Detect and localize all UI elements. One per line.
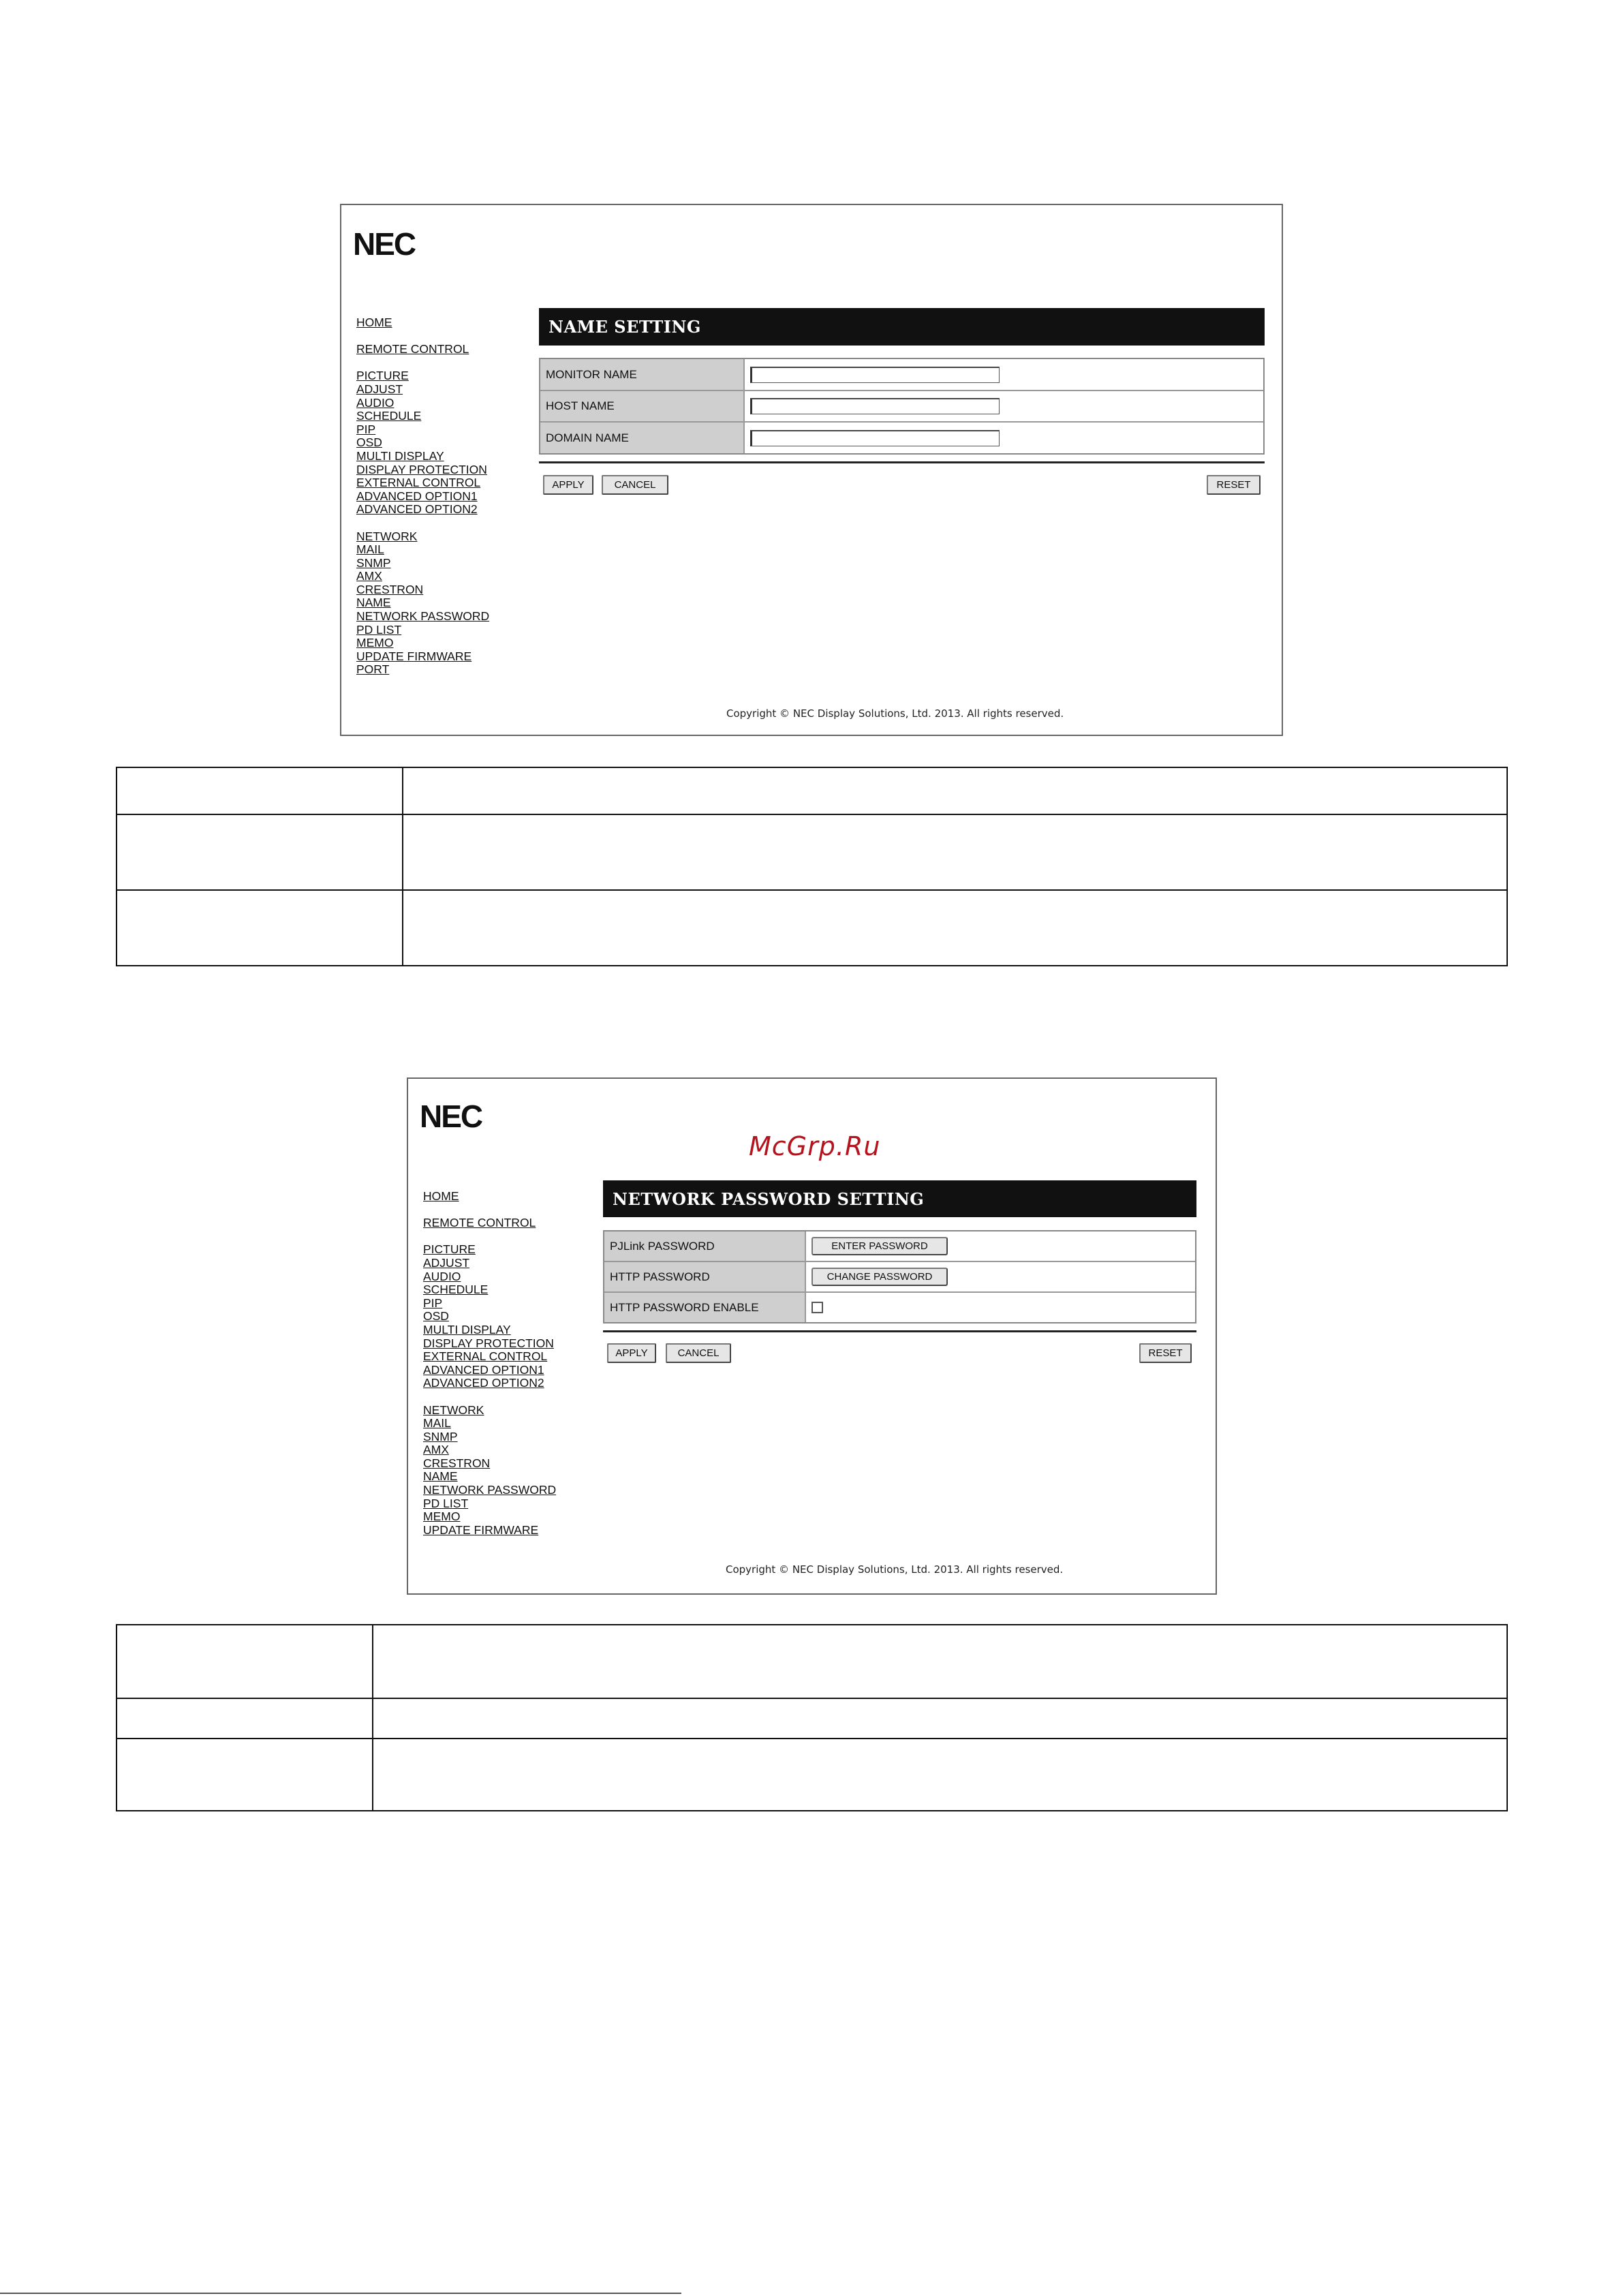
nav-item-pd-list[interactable]	[423, 1497, 556, 1511]
nav-item-advanced-option2[interactable]	[423, 1377, 556, 1390]
nav-link[interactable]: MAIL	[423, 1416, 451, 1430]
nav-item-schedule[interactable]	[356, 410, 489, 423]
nav-link[interactable]: UPDATE FIRMWARE	[423, 1522, 539, 1537]
nav-item-mail[interactable]	[423, 1417, 556, 1430]
copyright-text: Copyright © NEC Display Solutions, Ltd. 2013. All rights reserved.	[726, 707, 1064, 720]
nav-link[interactable]: OSD	[423, 1309, 449, 1323]
domain-name-row	[540, 423, 1263, 453]
page-title: NETWORK PASSWORD SETTING	[603, 1180, 1196, 1217]
nav-item-name[interactable]	[356, 596, 489, 610]
nav-item-name[interactable]	[423, 1470, 556, 1484]
nav-item-adjust[interactable]	[423, 1257, 556, 1270]
host-name-input[interactable]	[750, 398, 1000, 414]
nav-item-picture[interactable]	[356, 369, 489, 383]
sidebar-nav	[356, 316, 489, 677]
nav-link[interactable]: REMOTE CONTROL	[423, 1216, 536, 1230]
nav-item-update-firmware[interactable]	[356, 650, 489, 664]
table-cell	[117, 1698, 373, 1739]
nav-item-memo[interactable]	[356, 637, 489, 650]
nav-link[interactable]: UPDATE FIRMWARE	[356, 649, 472, 663]
nav-item-crestron[interactable]	[423, 1457, 556, 1471]
table-row	[117, 1739, 1507, 1811]
http-password-enable-checkbox[interactable]	[812, 1302, 823, 1313]
nav-item-mail[interactable]	[356, 543, 489, 557]
nav-item-snmp[interactable]	[356, 557, 489, 570]
nav-item-pip[interactable]	[423, 1297, 556, 1311]
http-password-cell	[806, 1262, 1195, 1291]
table-row	[117, 1625, 1507, 1698]
nav-item-picture[interactable]	[423, 1243, 556, 1257]
nav-item-osd[interactable]	[423, 1310, 556, 1323]
nav-item-external-control[interactable]	[356, 476, 489, 490]
domain-name-input[interactable]	[750, 430, 1000, 446]
nav-link[interactable]: MEMO	[423, 1510, 461, 1524]
http-password-row	[604, 1262, 1195, 1293]
nav-link[interactable]: NETWORK PASSWORD	[423, 1483, 557, 1497]
nav-item-remote-control[interactable]	[356, 343, 489, 356]
table-cell	[117, 814, 403, 890]
nav-item-audio[interactable]	[423, 1270, 556, 1284]
domain-name-label: DOMAIN NAME	[540, 423, 745, 453]
domain-name-cell	[745, 423, 1263, 453]
nav-link[interactable]: PIP	[356, 422, 376, 436]
nav-link[interactable]: EXTERNAL CONTROL	[423, 1349, 548, 1364]
nav-link[interactable]: PD LIST	[356, 622, 402, 637]
nav-item-display-protection[interactable]	[423, 1337, 556, 1351]
http-password-enable-row	[604, 1293, 1195, 1322]
nav-link[interactable]: REMOTE CONTROL	[356, 342, 469, 356]
nav-link[interactable]: PICTURE	[356, 369, 409, 383]
monitor-name-input[interactable]	[750, 367, 1000, 383]
monitor-name-row	[540, 359, 1263, 391]
nav-link[interactable]: MULTI DISPLAY	[423, 1322, 511, 1336]
watermark-text: McGrp.Ru	[749, 1131, 881, 1161]
table-cell	[373, 1625, 1507, 1698]
pjlink-password-cell	[806, 1231, 1195, 1261]
nav-item-remote-control[interactable]	[423, 1216, 556, 1230]
nav-item-pip[interactable]	[356, 423, 489, 437]
nav-link[interactable]: ADVANCED OPTION1	[356, 489, 478, 503]
table-cell	[403, 890, 1507, 966]
table-cell	[117, 890, 403, 966]
nav-link[interactable]: AUDIO	[356, 395, 395, 410]
name-setting-screenshot	[340, 204, 1283, 736]
nav-link[interactable]: ADJUST	[423, 1255, 470, 1270]
nav-link[interactable]: ADVANCED OPTION1	[423, 1362, 544, 1377]
nav-item-memo[interactable]	[423, 1510, 556, 1524]
nav-link[interactable]: SCHEDULE	[356, 409, 422, 423]
copyright-text: Copyright © NEC Display Solutions, Ltd. 2013. All rights reserved.	[726, 1563, 1064, 1576]
nav-link[interactable]: AMX	[356, 569, 382, 583]
nav-link[interactable]: SNMP	[423, 1429, 458, 1443]
nav-link[interactable]: PICTURE	[423, 1242, 476, 1257]
table-cell	[373, 1739, 1507, 1811]
nav-link[interactable]: OSD	[356, 435, 382, 450]
nav-item-amx[interactable]	[423, 1443, 556, 1457]
nav-link[interactable]: NETWORK	[423, 1403, 484, 1417]
nav-item-network-password[interactable]	[423, 1484, 556, 1497]
nav-item-amx[interactable]	[356, 570, 489, 583]
nav-link[interactable]: AUDIO	[423, 1269, 461, 1283]
nav-link[interactable]: NETWORK PASSWORD	[356, 609, 490, 624]
change-password-button[interactable]: CHANGE PASSWORD	[812, 1268, 948, 1286]
table-cell	[117, 767, 403, 814]
nav-link[interactable]: NAME	[423, 1469, 458, 1484]
nav-link[interactable]: DISPLAY PROTECTION	[423, 1336, 554, 1350]
nav-item-multi-display[interactable]	[423, 1323, 556, 1337]
nav-item-advanced-option2[interactable]	[356, 503, 489, 517]
nav-link[interactable]: NAME	[356, 596, 391, 610]
monitor-name-label: MONITOR NAME	[540, 359, 745, 390]
nec-logo: NEC	[420, 1099, 482, 1134]
nav-item-network-password[interactable]	[356, 610, 489, 624]
nav-item-home[interactable]	[423, 1190, 556, 1204]
apply-button[interactable]: APPLY	[543, 475, 593, 495]
nav-link[interactable]: HOME	[423, 1189, 459, 1203]
nav-item-port[interactable]	[356, 663, 489, 677]
nec-logo: NEC	[353, 226, 416, 262]
table-cell	[403, 767, 1507, 814]
table-row	[117, 767, 1507, 814]
name-setting-form	[539, 358, 1265, 455]
nav-item-network[interactable]	[423, 1404, 556, 1418]
host-name-label: HOST NAME	[540, 391, 745, 421]
table-cell	[117, 1625, 373, 1698]
network-password-form	[603, 1230, 1196, 1323]
reset-button[interactable]: RESET	[1139, 1343, 1192, 1363]
cancel-button[interactable]: CANCEL	[666, 1343, 731, 1363]
nav-link[interactable]: AMX	[423, 1443, 449, 1457]
nav-link[interactable]: ADVANCED OPTION2	[423, 1376, 544, 1390]
table-cell	[403, 814, 1507, 890]
nav-link[interactable]: CRESTRON	[423, 1456, 491, 1470]
table-cell	[117, 1739, 373, 1811]
nav-link[interactable]: MEMO	[356, 636, 394, 650]
host-name-cell	[745, 391, 1263, 421]
host-name-row	[540, 391, 1263, 423]
nav-item-audio[interactable]	[356, 397, 489, 410]
nav-item-pd-list[interactable]	[356, 624, 489, 637]
nav-link[interactable]: PORT	[356, 662, 390, 677]
sidebar-nav	[423, 1190, 556, 1537]
pjlink-password-label: PJLink PASSWORD	[604, 1231, 806, 1261]
nav-link[interactable]: PIP	[423, 1296, 443, 1310]
http-password-enable-cell	[806, 1293, 1195, 1322]
monitor-name-cell	[745, 359, 1263, 390]
nav-item-network[interactable]	[356, 530, 489, 544]
nav-link[interactable]: DISPLAY PROTECTION	[356, 462, 487, 476]
nav-item-update-firmware[interactable]	[423, 1524, 556, 1537]
pjlink-password-row	[604, 1231, 1195, 1262]
nav-item-display-protection[interactable]	[356, 463, 489, 477]
enter-password-button[interactable]: ENTER PASSWORD	[812, 1237, 948, 1255]
apply-button[interactable]: APPLY	[607, 1343, 656, 1363]
nav-item-advanced-option1[interactable]	[356, 490, 489, 504]
nav-item-crestron[interactable]	[356, 583, 489, 597]
table-cell	[373, 1698, 1507, 1739]
nav-link[interactable]: NETWORK	[356, 529, 418, 543]
cancel-button[interactable]: CANCEL	[602, 475, 668, 495]
nav-link[interactable]: SNMP	[356, 555, 391, 570]
reset-button[interactable]: RESET	[1207, 475, 1261, 495]
nav-item-schedule[interactable]	[423, 1283, 556, 1297]
table-row	[117, 1698, 1507, 1739]
nav-link[interactable]: MULTI DISPLAY	[356, 448, 444, 463]
nav-item-multi-display[interactable]	[356, 450, 489, 463]
http-password-enable-label: HTTP PASSWORD ENABLE	[604, 1293, 806, 1322]
page-bottom-rule	[0, 2293, 681, 2294]
nav-link[interactable]: HOME	[356, 316, 392, 329]
http-password-label: HTTP PASSWORD	[604, 1262, 806, 1291]
nav-item-adjust[interactable]	[356, 383, 489, 397]
nav-item-snmp[interactable]	[423, 1430, 556, 1444]
nav-link[interactable]: ADVANCED OPTION2	[356, 502, 478, 517]
nav-item-external-control[interactable]	[423, 1350, 556, 1364]
nav-link[interactable]: CRESTRON	[356, 582, 424, 596]
nav-link[interactable]: SCHEDULE	[423, 1283, 489, 1297]
description-table-2	[116, 1624, 1508, 1811]
network-password-screenshot	[407, 1077, 1217, 1595]
nav-item-home[interactable]	[356, 316, 489, 330]
nav-link[interactable]: EXTERNAL CONTROL	[356, 476, 481, 490]
form-divider	[603, 1330, 1196, 1332]
nav-link[interactable]: MAIL	[356, 542, 384, 557]
form-divider	[539, 461, 1265, 463]
description-table-1	[116, 767, 1508, 966]
table-row	[117, 814, 1507, 890]
nav-link[interactable]: PD LIST	[423, 1496, 469, 1510]
page-title: NAME SETTING	[539, 308, 1265, 346]
table-row	[117, 890, 1507, 966]
nav-item-advanced-option1[interactable]	[423, 1364, 556, 1377]
nav-link[interactable]: ADJUST	[356, 382, 403, 396]
nav-item-osd[interactable]	[356, 436, 489, 450]
